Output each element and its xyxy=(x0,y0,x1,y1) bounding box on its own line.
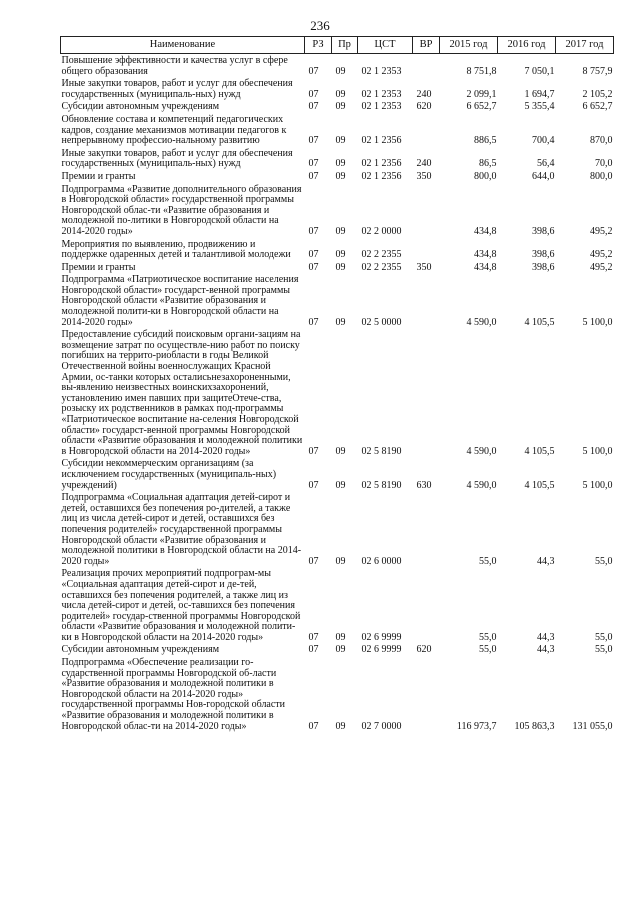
row-vr: 620 xyxy=(416,644,432,656)
row-pr: 09 xyxy=(335,316,346,328)
header-vr: ВР xyxy=(413,37,440,54)
row-2015: 434,8 xyxy=(474,225,497,237)
row-pr: 09 xyxy=(335,225,346,237)
row-2017: 870,0 xyxy=(590,135,613,147)
row-2017: 131 055,0 xyxy=(572,720,613,732)
row-2016: 4 105,5 xyxy=(524,445,555,457)
row-rz: 07 xyxy=(308,631,319,643)
row-2016: 398,6 xyxy=(532,261,555,273)
header-rz: РЗ xyxy=(305,37,332,54)
row-2016: 5 355,4 xyxy=(524,101,555,113)
row-pr: 09 xyxy=(335,249,346,261)
row-rz: 07 xyxy=(308,88,319,100)
row-2016: 56,4 xyxy=(537,158,555,170)
row-name: Субсидии автономным учреждениям xyxy=(61,644,220,656)
table-row xyxy=(61,54,614,78)
table-row xyxy=(61,656,614,732)
row-vr: 620 xyxy=(416,101,432,113)
row-name: Реализация прочих мероприятий подпрограм-мы «Социальная адаптация детей-сирот и де-тей, оставшихся без попечения родителей, а также лиц из числа детей-сирот и детей, ос-тавшихся без попечения родителей» государ-ственной программы Новгородской области «Развитие образования и молодежной полити-ки в Новгородской области на 2014-2020 годы» xyxy=(61,568,301,643)
row-name: Подпрограмма «Социальная адаптация детей-сирот и детей, оставшихся без попечения ро-дителей, а также лиц из числа детей-сирот и детей, оставшихся без попечения родителей» государственной программы Новгородской области «Развитие образования и молодежной политики в Новгородской области на 2014-2020 годы» xyxy=(61,492,302,567)
row-2016: 44,3 xyxy=(537,555,555,567)
row-name: Подпрограмма «Обеспечение реализации го-сударственной программы Новгородской об-ласти «Развитие образования и молодежной политики в Новгородской области на 2014-2020 годы» государственной программы Нов-городской области «Развитие образования и молодежной политики в Новгородской облас-ти на 2014-2020 годы» xyxy=(61,657,286,732)
row-2017: 55,0 xyxy=(595,631,613,643)
row-2015: 6 652,7 xyxy=(466,101,497,113)
row-cst: 02 6 0000 xyxy=(361,555,402,567)
table-row xyxy=(61,457,614,491)
row-2016: 644,0 xyxy=(532,170,555,182)
row-cst: 02 2 2355 xyxy=(361,249,402,261)
row-2016: 398,6 xyxy=(532,225,555,237)
row-pr: 09 xyxy=(335,479,346,491)
row-vr xyxy=(413,656,440,732)
row-2015: 434,8 xyxy=(474,249,497,261)
row-name: Предоставление субсидий поисковым органи-зациям на возмещение затрат по осуществле-нию работ по поиску погибших на террито-риобласти в годы Великой Отечественной войны военнослужащих Красной Армии, ос-танки которых осталисьнезахороненными, вы-явлению неизвестных воинскихзахоронений, установлению имен павших при защитеОтече-ства, розыску их родственников в рамках под-программы «Патриотическое воспитание на-селения Новгородской области» государст-венной программы Новгородской области «Развитие образования и молодежной политики в Новгородской области на 2014-2020 годы» xyxy=(61,329,303,457)
row-2016: 1 694,7 xyxy=(524,88,555,100)
row-rz: 07 xyxy=(308,445,319,457)
row-pr: 09 xyxy=(335,720,346,732)
row-2017: 2 105,2 xyxy=(582,88,613,100)
row-rz: 07 xyxy=(308,101,319,113)
row-2017: 800,0 xyxy=(590,170,613,182)
table-row xyxy=(61,147,614,170)
row-rz: 07 xyxy=(308,65,319,77)
row-vr: 240 xyxy=(416,88,432,100)
row-cst: 02 2 2355 xyxy=(361,261,402,273)
row-2015: 55,0 xyxy=(479,631,497,643)
row-2016: 105 863,3 xyxy=(514,720,555,732)
header-2017: 2017 год xyxy=(556,37,614,54)
row-name: Подпрограмма «Развитие дополнительного образования в Новгородской области» государственной программы Новгородской облас-ти «Развитие образования и молодежной по-литики в Новгородской области на 2014-2020 годы» xyxy=(61,183,302,237)
row-rz: 07 xyxy=(308,135,319,147)
table-row xyxy=(61,643,614,656)
row-2015: 55,0 xyxy=(479,555,497,567)
row-vr: 630 xyxy=(416,479,432,491)
row-2016: 7 050,1 xyxy=(524,65,555,77)
page-number: 236 xyxy=(310,18,330,33)
row-2015: 4 590,0 xyxy=(466,316,497,328)
row-name: Субсидии автономным учреждениям xyxy=(61,101,220,113)
row-2015: 4 590,0 xyxy=(466,445,497,457)
row-cst: 02 1 2356 xyxy=(361,158,402,170)
row-2015: 434,8 xyxy=(474,261,497,273)
row-2017: 5 100,0 xyxy=(582,479,613,491)
row-rz: 07 xyxy=(308,261,319,273)
row-2015: 55,0 xyxy=(479,644,497,656)
row-2016: 4 105,5 xyxy=(524,316,555,328)
row-pr: 09 xyxy=(335,261,346,273)
row-2017: 8 757,9 xyxy=(582,65,613,77)
row-rz: 07 xyxy=(308,249,319,261)
row-vr: 350 xyxy=(416,170,432,182)
row-pr: 09 xyxy=(335,88,346,100)
table-row xyxy=(61,170,614,183)
row-cst: 02 5 8190 xyxy=(361,479,402,491)
row-pr: 09 xyxy=(335,135,346,147)
row-name: Премии и гранты xyxy=(61,170,136,182)
table-row xyxy=(61,238,614,261)
row-2017: 495,2 xyxy=(590,225,613,237)
budget-table xyxy=(60,36,614,732)
header-pr: Пр xyxy=(332,37,358,54)
row-rz: 07 xyxy=(308,720,319,732)
row-2015: 2 099,1 xyxy=(466,88,497,100)
row-rz: 07 xyxy=(308,158,319,170)
row-2017: 55,0 xyxy=(595,644,613,656)
row-pr: 09 xyxy=(335,644,346,656)
row-2017: 5 100,0 xyxy=(582,316,613,328)
row-vr: 350 xyxy=(416,261,432,273)
row-2015: 8 751,8 xyxy=(466,65,497,77)
row-rz: 07 xyxy=(308,555,319,567)
row-2017: 70,0 xyxy=(595,158,613,170)
row-vr xyxy=(413,238,440,261)
row-cst: 02 5 8190 xyxy=(361,445,402,457)
row-pr: 09 xyxy=(335,158,346,170)
row-2016: 44,3 xyxy=(537,631,555,643)
row-vr: 240 xyxy=(416,158,432,170)
row-2015: 4 590,0 xyxy=(466,479,497,491)
row-pr: 09 xyxy=(335,170,346,182)
row-name: Субсидии некоммерческим организациям (за исключением государственных (муниципаль-ных) учреждений) xyxy=(61,458,277,491)
row-2015: 116 973,7 xyxy=(456,720,497,732)
row-vr xyxy=(413,113,440,147)
header-name: Наименование xyxy=(61,37,305,54)
row-pr: 09 xyxy=(335,65,346,77)
row-cst: 02 6 9999 xyxy=(361,631,402,643)
row-rz: 07 xyxy=(308,170,319,182)
row-rz: 07 xyxy=(308,644,319,656)
row-cst: 02 1 2356 xyxy=(361,135,402,147)
row-pr: 09 xyxy=(335,631,346,643)
row-cst: 02 1 2356 xyxy=(361,170,402,182)
table-row xyxy=(61,328,614,457)
row-cst: 02 6 9999 xyxy=(361,644,402,656)
row-name: Обновление состава и компетенций педагогических кадров, создание механизмов мотивации педагогов к непрерывному профессио-нальному развитию xyxy=(61,113,287,147)
table-row xyxy=(61,113,614,147)
row-rz: 07 xyxy=(308,316,319,328)
row-name: Повышение эффективности и качества услуг в сфере общего образования xyxy=(61,55,288,77)
row-name: Иные закупки товаров, работ и услуг для обеспечения государственных (муниципаль-ных) нужд xyxy=(61,78,293,100)
table-row xyxy=(61,183,614,238)
row-2015: 86,5 xyxy=(479,158,497,170)
row-2015: 886,5 xyxy=(474,135,497,147)
row-cst: 02 7 0000 xyxy=(361,720,402,732)
row-2016: 4 105,5 xyxy=(524,479,555,491)
table-row xyxy=(61,100,614,113)
header-2016: 2016 год xyxy=(498,37,556,54)
row-pr: 09 xyxy=(335,555,346,567)
table-header-row xyxy=(61,37,614,54)
row-rz: 07 xyxy=(308,479,319,491)
table-row xyxy=(61,273,614,328)
row-cst: 02 5 0000 xyxy=(361,316,402,328)
row-name: Подпрограмма «Патриотическое воспитание населения Новгородской области» государст-венной программы Новгородской области «Развитие образования и молодежной полити-ки в Новгородской области на 2014-2020 годы» xyxy=(61,274,299,328)
table-row xyxy=(61,261,614,274)
row-name: Премии и гранты xyxy=(61,261,136,273)
row-vr xyxy=(413,567,440,643)
row-2016: 44,3 xyxy=(537,644,555,656)
table-row xyxy=(61,491,614,567)
header-2015: 2015 год xyxy=(440,37,498,54)
row-2017: 6 652,7 xyxy=(582,101,613,113)
row-vr xyxy=(413,328,440,457)
row-vr xyxy=(413,491,440,567)
row-vr xyxy=(413,273,440,328)
table-row xyxy=(61,77,614,100)
row-name: Иные закупки товаров, работ и услуг для обеспечения государственных (муниципаль-ных) нужд xyxy=(61,147,293,170)
row-2016: 700,4 xyxy=(532,135,555,147)
row-2017: 55,0 xyxy=(595,555,613,567)
row-vr xyxy=(413,54,440,78)
row-vr xyxy=(413,183,440,238)
row-cst: 02 1 2353 xyxy=(361,88,402,100)
row-2015: 800,0 xyxy=(474,170,497,182)
row-2017: 495,2 xyxy=(590,261,613,273)
row-cst: 02 2 0000 xyxy=(361,225,402,237)
row-2017: 5 100,0 xyxy=(582,445,613,457)
row-cst: 02 1 2353 xyxy=(361,65,402,77)
row-cst: 02 1 2353 xyxy=(361,101,402,113)
row-name: Мероприятия по выявлению, продвижению и поддержке одаренных детей и талантливой молодежи xyxy=(61,238,291,261)
row-2016: 398,6 xyxy=(532,249,555,261)
row-pr: 09 xyxy=(335,101,346,113)
row-2017: 495,2 xyxy=(590,249,613,261)
header-cst: ЦСТ xyxy=(358,37,413,54)
table-row xyxy=(61,567,614,643)
row-rz: 07 xyxy=(308,225,319,237)
row-pr: 09 xyxy=(335,445,346,457)
